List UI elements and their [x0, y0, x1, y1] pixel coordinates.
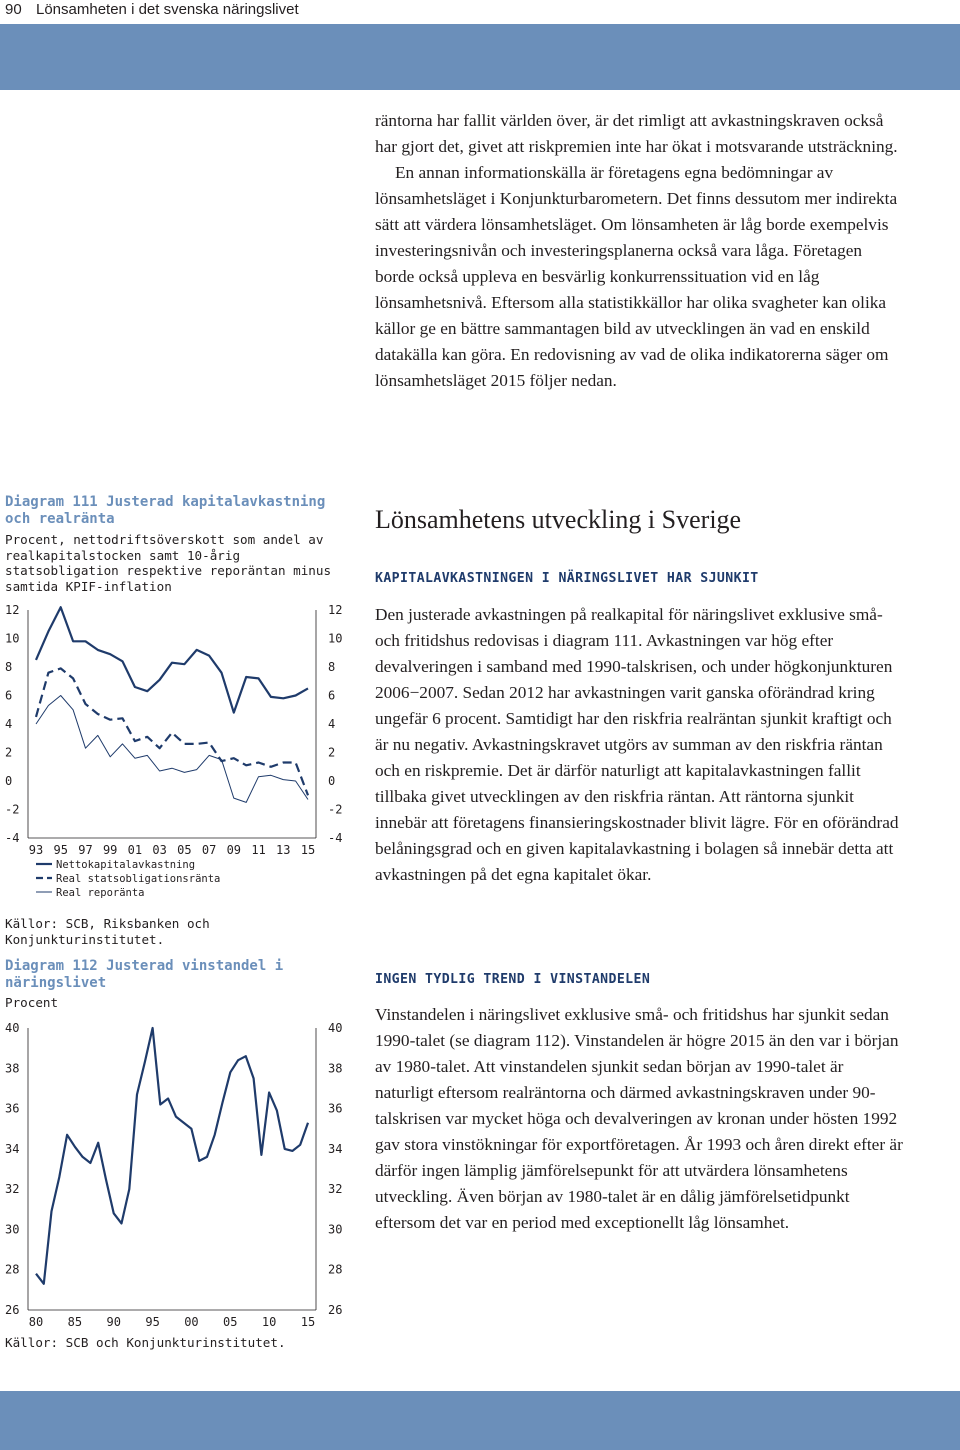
- x-tick-label: 13: [276, 843, 291, 857]
- diagram-111-subtitle: Procent, nettodriftsöverskott som andel av realkapitalstocken samt 10-årig statsobligation respektive reporäntan minus samtida KPIF-inflation: [5, 532, 332, 594]
- y-tick-label-right: -2: [328, 802, 343, 817]
- y-tick-label-right: 40: [328, 1021, 343, 1035]
- y-tick-label-right: 30: [328, 1222, 343, 1237]
- series-line: [36, 696, 308, 803]
- section-1-text: Den justerade avkastningen på realkapital för näringslivet exklusive små- och fritidshus redovisas i diagram 111. Avkastningen var hög efter devalveringen i samband med 1990-talskrisen, och under högkonjunkturen 2006−2007. Sedan 2012 har avkastningen varit ganska oförändrad kring ungefär 6 procent. Samtidigt har den riskfria realräntan sjunkit kraftigt och är nu negativ. Avkastningskravet utgörs av summan av den riskfria räntan och en riskpremie. Det är därför naturligt att kapitalavkastningen fallit tillbaka givet utvecklingen av den riskfria räntan. Att räntorna sjunkit innebär att företagens finansieringskostnader blivit lägre. För en oförändrad belåningsgrad och en given kapitalavkastning i bolagen så innebär detta att avkastningen på det egna kapitalet ökar.: [375, 605, 899, 884]
- y-tick-label-left: 40: [5, 1021, 20, 1035]
- x-tick-label: 11: [251, 843, 266, 857]
- section-2-text: Vinstandelen i näringslivet exklusive små- och fritidshus har sjunkit sedan 1990-talet (se diagram 112). Vinstandelen är högre 2015 än den var i början av 1980-talet. Att vinstandelen sjunkit sedan början av 1990-talet är naturligt eftersom realräntorna och därmed avkastningskraven under 90-talskrisen var mycket höga och devalveringen av kronan under hösten 1992 gav stora vinstökningar för exportföretagen. År 1993 och åren direkt efter är därför ingen lämplig jämförelsepunkt för att utvärdera lönsamhetens utveckling. Även början av 1980-talet är en dålig jämförelsetidpunkt eftersom det var en period med exceptionellt låg lönsamhet.: [375, 1005, 903, 1232]
- x-tick-label: 07: [201, 843, 217, 857]
- y-tick-label-right: 12: [328, 603, 343, 617]
- page-number: 90: [5, 1, 22, 18]
- y-tick-label-left: 8: [5, 660, 13, 674]
- x-tick-label: 85: [67, 1315, 83, 1329]
- y-tick-label-right: 38: [328, 1061, 343, 1076]
- x-tick-label: 10: [261, 1315, 277, 1329]
- section-title: Lönsamhetens utveckling i Sverige: [375, 505, 742, 534]
- subheading-vinstandel: INGEN TYDLIG TREND I VINSTANDELEN: [375, 972, 651, 987]
- x-tick-label: 09: [226, 843, 242, 857]
- series-line: [36, 1028, 308, 1284]
- x-tick-label: 99: [102, 843, 118, 857]
- y-tick-label-left: 4: [5, 717, 13, 731]
- intro-paragraph-2: En annan informationskälla är företagens egna bedömningar av lönsamhetsläget i Konjunkturbarometern. Det finns dessutom mer indirekta sätt att värdera lönsamhetsläget. Om lönsamheten är låg borde exempelvis investeringsnivån och investeringsplanerna också vara låga. Företagen borde också uppleva en besvärlig konkurrenssituation vid en låg lönsamhetsnivå. Eftersom alla statistikkällor har olika svagheter kan olika källor ge en bättre sammantagen bild av utvecklingen än vad en enskild datakälla kan göra. En redovisning av vad de olika indikatorerna säger om lönsamhetsläget 2015 följer nedan.: [375, 163, 898, 390]
- x-tick-label: 15: [300, 843, 316, 857]
- x-tick-label: 80: [28, 1315, 44, 1329]
- y-tick-label-left: 26: [5, 1303, 20, 1317]
- y-tick-label-left: 38: [5, 1061, 20, 1076]
- running-title: Lönsamheten i det svenska näringslivet: [36, 1, 299, 18]
- y-tick-label-left: -4: [5, 831, 20, 845]
- intro-text: [375, 108, 903, 394]
- y-tick-label-left: 34: [5, 1141, 20, 1156]
- x-tick-label: 00: [184, 1315, 199, 1329]
- legend-label: Nettokapitalavkastning: [56, 859, 196, 871]
- x-tick-label: 90: [106, 1315, 121, 1329]
- y-tick-label-right: 2: [328, 745, 336, 760]
- series-line: [36, 607, 308, 712]
- y-tick-label-left: 0: [5, 774, 13, 788]
- y-tick-label-right: 6: [328, 688, 336, 703]
- y-tick-label-right: 8: [328, 660, 336, 674]
- diagram-111-source: Källor: SCB, Riksbanken och Konjunkturinstitutet.: [5, 916, 210, 947]
- x-tick-label: 93: [28, 843, 44, 857]
- y-tick-label-right: 10: [328, 631, 343, 646]
- y-tick-label-right: 0: [328, 774, 336, 788]
- y-tick-label-right: 26: [328, 1303, 343, 1317]
- diagram-111-title: Diagram 111 Justerad kapitalavkastning och realränta: [5, 494, 326, 527]
- y-tick-label-right: 34: [328, 1141, 343, 1156]
- y-tick-label-left: 2: [5, 745, 13, 760]
- page-header: [0, 0, 960, 23]
- diagram-112-source: Källor: SCB och Konjunkturinstitutet.: [5, 1335, 286, 1350]
- subheading-kapitalavkastning: KAPITALAVKASTNINGEN I NÄRINGSLIVET HAR SJUNKIT: [375, 571, 759, 586]
- diagram-111-chart: [0, 600, 345, 910]
- diagram-112-title: Diagram 112 Justerad vinstandel i näringslivet: [5, 958, 284, 991]
- y-tick-label-left: 28: [5, 1262, 20, 1277]
- y-tick-label-left: -2: [5, 802, 20, 817]
- y-tick-label-right: 4: [328, 717, 336, 731]
- x-tick-label: 05: [177, 843, 192, 857]
- header-band: [0, 24, 960, 90]
- diagram-112-subtitle: Procent: [5, 995, 59, 1010]
- y-tick-label-left: 32: [5, 1182, 20, 1197]
- y-tick-label-right: 28: [328, 1262, 343, 1277]
- legend-label: Real reporänta: [56, 887, 145, 899]
- x-tick-label: 15: [300, 1315, 316, 1329]
- x-tick-label: 95: [145, 1315, 160, 1329]
- x-tick-label: 03: [152, 843, 167, 857]
- y-tick-label-left: 6: [5, 688, 13, 703]
- intro-paragraph-1: räntorna har fallit världen över, är det rimligt att avkastningskraven också har gjort det, givet att riskpremien inte har ökat i motsvarande utsträckning.: [375, 111, 898, 156]
- series-line: [36, 668, 308, 795]
- y-tick-label-right: -4: [328, 831, 343, 845]
- y-tick-label-left: 10: [5, 631, 20, 646]
- y-tick-label-right: 36: [328, 1101, 343, 1116]
- y-tick-label-left: 12: [5, 603, 20, 617]
- footer-band: [0, 1391, 960, 1450]
- y-tick-label-left: 36: [5, 1101, 20, 1116]
- x-tick-label: 01: [127, 843, 143, 857]
- x-tick-label: 97: [78, 843, 93, 857]
- diagram-112-chart: [0, 1018, 345, 1330]
- y-tick-label-left: 30: [5, 1222, 20, 1237]
- x-tick-label: 95: [53, 843, 68, 857]
- x-tick-label: 05: [223, 1315, 238, 1329]
- legend-label: Real statsobligationsränta: [56, 873, 221, 885]
- y-tick-label-right: 32: [328, 1182, 343, 1197]
